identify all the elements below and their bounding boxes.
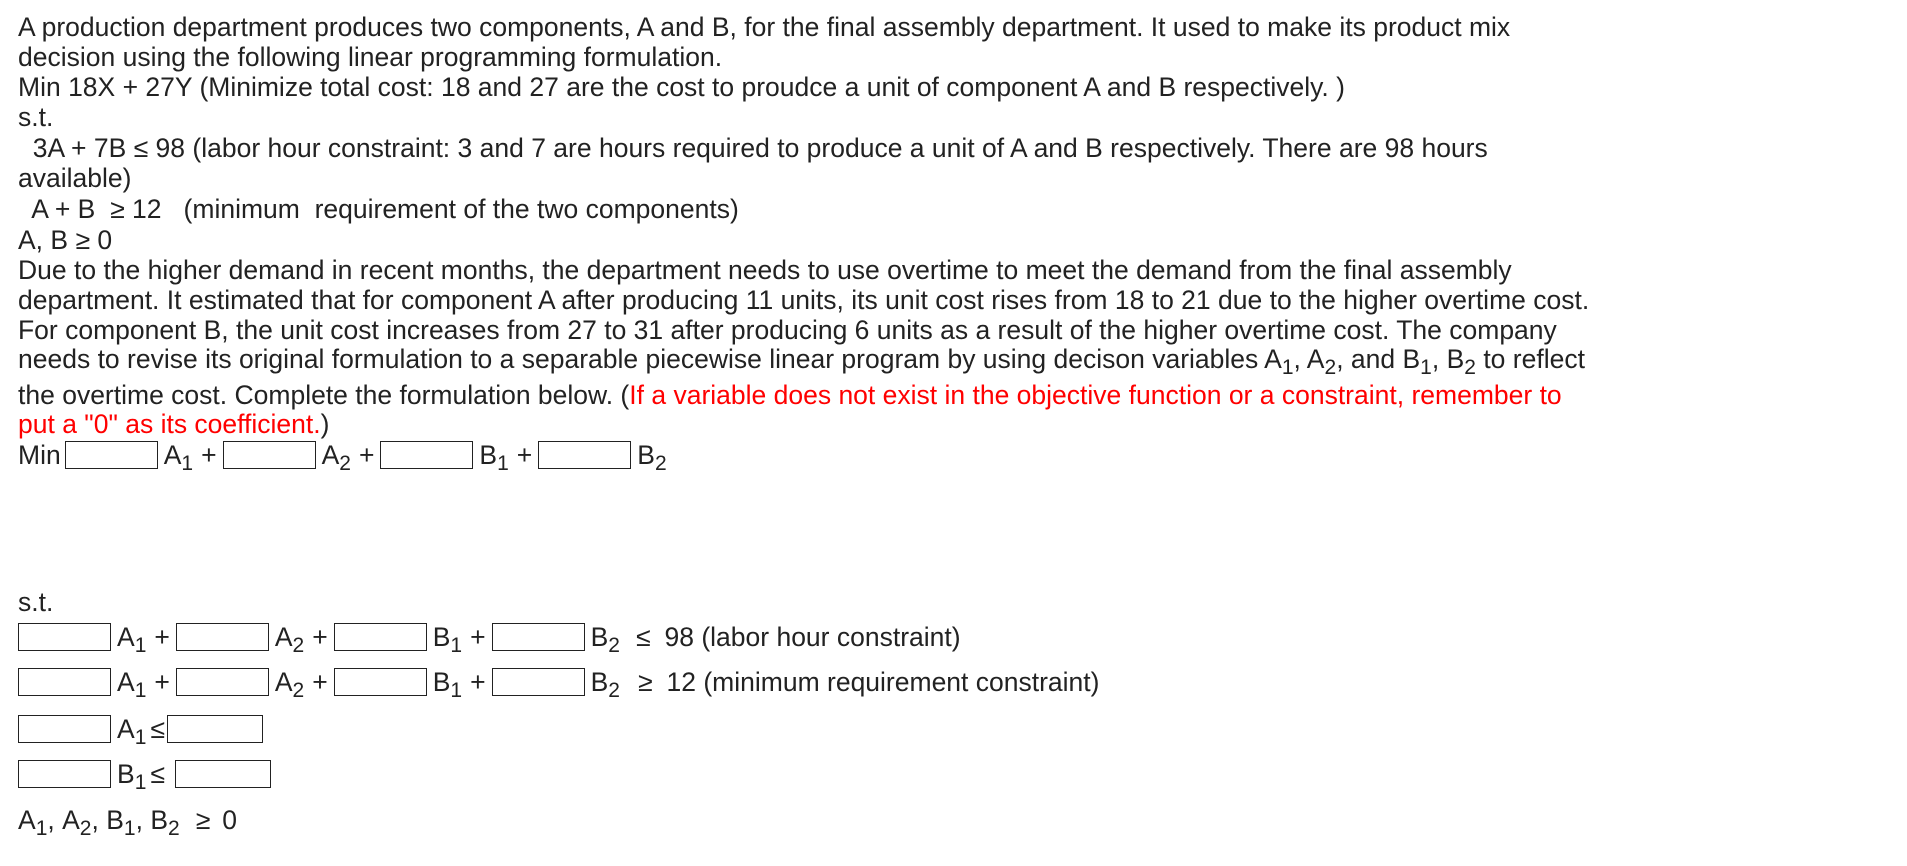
plus-sign: +	[201, 440, 217, 470]
original-nonnegativity: A, B ≥ 0	[18, 225, 113, 255]
obj-coef-a1-input[interactable]	[65, 441, 158, 469]
objective-row	[18, 437, 667, 473]
original-labor-constraint-cont: available)	[18, 163, 132, 193]
labor-coef-b1-input[interactable]	[334, 623, 427, 651]
var-a2: $A_2$	[274, 622, 305, 657]
var-a1: $A_1$	[117, 714, 147, 749]
original-objective: Min 18X + 27Y (Minimize total cost: 18 and 27 are the cost to proudce a unit of component A and B respectively. )	[18, 72, 1345, 102]
var-a2: $A_2$	[62, 805, 92, 840]
var-b1: $B_1$	[479, 440, 509, 475]
le-sign: ≤	[635, 622, 651, 652]
plus-sign: +	[154, 667, 170, 697]
labor-rhs: 98 (labor hour constraint)	[664, 622, 961, 652]
st-label: s.t.	[18, 587, 54, 617]
scenario-line-3: For component B, the unit cost increases from 27 to 31 after producing 6 units as a result of the higher overtime cost. The company	[18, 315, 1557, 345]
min-label: Min	[18, 440, 61, 470]
var-a1: $A_1$	[117, 622, 147, 657]
scenario-line-5: the overtime cost. Complete the formulation below. (If a variable does not exist in the objective function or a constraint, remember to	[18, 380, 1562, 410]
red-instruction: If a variable does not exist in the objective function or a constraint, remember to	[629, 380, 1562, 410]
labor-coef-a2-input[interactable]	[176, 623, 269, 651]
scenario-line-4: needs to revise its original formulation to a separable piecewise linear program by using decison variables $A_1$, $A_2$, and $B_1$, $B_2$ to reflect	[18, 344, 1585, 379]
var-b1: $B_1$	[432, 667, 463, 702]
scenario-line-6: put a "0" as its coefficient.)	[18, 409, 330, 439]
intro-line-1: A production department produces two components, A and B, for the final assembly department. It used to make its product mix	[18, 12, 1511, 42]
plus-sign: +	[516, 440, 533, 470]
labor-constraint-row	[18, 619, 961, 655]
plus-sign: +	[312, 622, 328, 652]
var-a1: $A_1$	[163, 440, 194, 475]
scenario-line-1: Due to the higher demand in recent months, the department needs to use overtime to meet the demand from the final assembly	[18, 255, 1512, 285]
red-instruction-cont: put a "0" as its coefficient.	[18, 409, 321, 439]
le-sign: ≤	[150, 759, 165, 789]
minreq-rhs: 12 (minimum requirement constraint)	[666, 667, 1100, 697]
labor-coef-a1-input[interactable]	[18, 623, 111, 651]
var-b2: $B_2$	[590, 622, 620, 657]
var-a1: $A_1$	[117, 667, 147, 702]
le-sign: ≤	[150, 714, 165, 744]
plus-sign: +	[358, 440, 375, 470]
ge-sign: ≥	[195, 805, 211, 835]
minreq-constraint-row	[18, 664, 1099, 700]
nonneg-rhs: 0	[222, 805, 237, 835]
a1-bound-row	[18, 711, 263, 747]
a1-bound-lhs-input[interactable]	[18, 715, 111, 743]
obj-coef-a2-input[interactable]	[223, 441, 316, 469]
labor-coef-b2-input[interactable]	[492, 623, 585, 651]
original-labor-constraint: 3A + 7B ≤ 98 (labor hour constraint: 3 and 7 are hours required to produce a unit of A and B respectively. There are 98 hours	[18, 133, 1488, 163]
var-a2: $A_2$	[321, 440, 351, 475]
var-b1: $B_1$	[117, 759, 147, 794]
ge-sign: ≥	[637, 667, 653, 697]
b1-bound-row	[18, 756, 271, 792]
var-b2: $B_2$	[150, 805, 180, 840]
var-a1: $A_1$	[18, 805, 48, 840]
var-b1: $B_1$	[432, 622, 463, 657]
plus-sign: +	[470, 622, 486, 652]
scenario-line-2: department. It estimated that for component A after producing 11 units, its unit cost rises from 18 to 21 due to the higher overtime cost.	[18, 285, 1590, 315]
plus-sign: +	[312, 667, 328, 697]
minreq-coef-a1-input[interactable]	[18, 668, 111, 696]
minreq-coef-b2-input[interactable]	[492, 668, 585, 696]
b1-bound-lhs-input[interactable]	[18, 760, 111, 788]
st-label-original: s.t.	[18, 102, 54, 132]
var-b2: $B_2$	[590, 667, 620, 702]
var-b2: $B_2$	[637, 440, 667, 475]
var-b1: $B_1$	[106, 805, 136, 840]
a1-bound-rhs-input[interactable]	[167, 715, 263, 743]
nonnegativity-row: $A_1$ , $A_2$ , $B_1$ , $B_2$ ≥ 0	[18, 802, 237, 838]
intro-line-2: decision using the following linear programming formulation.	[18, 42, 723, 72]
plus-sign: +	[154, 622, 170, 652]
minreq-coef-b1-input[interactable]	[334, 668, 427, 696]
plus-sign: +	[470, 667, 486, 697]
var-a2: $A_2$	[274, 667, 305, 702]
minreq-coef-a2-input[interactable]	[176, 668, 269, 696]
b1-bound-rhs-input[interactable]	[175, 760, 271, 788]
obj-coef-b1-input[interactable]	[380, 441, 473, 469]
original-minimum-constraint: A + B ≥ 12 (minimum requirement of the two components)	[18, 194, 739, 224]
obj-coef-b2-input[interactable]	[538, 441, 631, 469]
